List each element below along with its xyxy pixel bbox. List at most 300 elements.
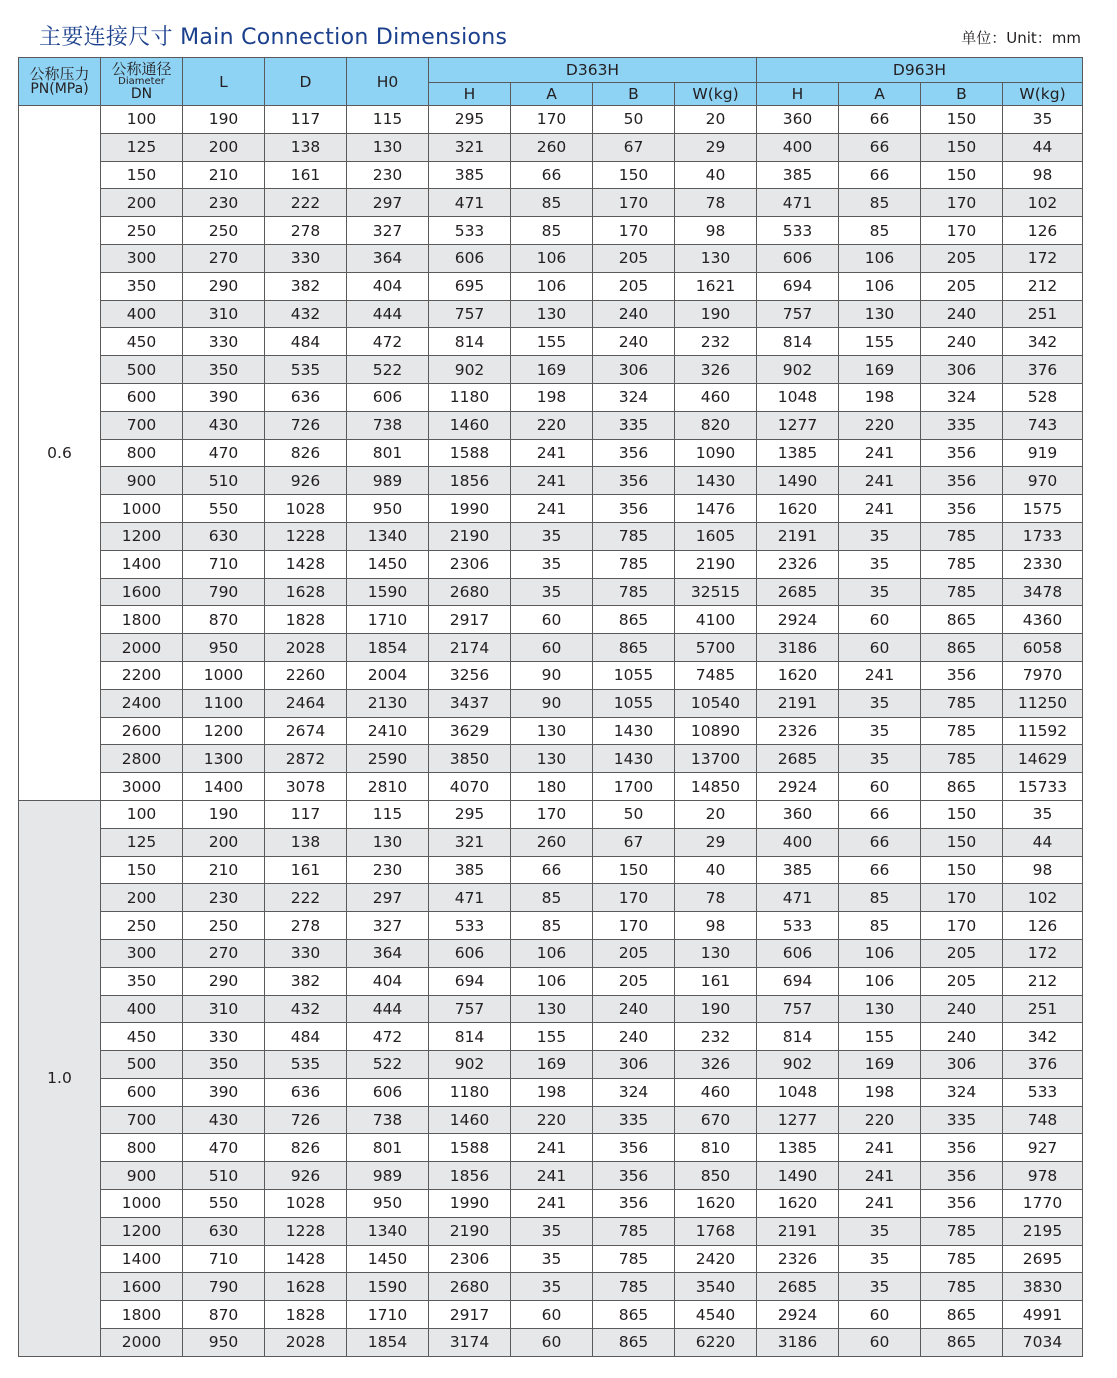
sub-header-h: H	[757, 83, 839, 106]
table-cell: 2330	[1003, 550, 1083, 578]
table-cell: 85	[511, 884, 593, 912]
table-cell: 66	[839, 828, 921, 856]
table-row	[19, 773, 1083, 801]
table-cell: 2600	[101, 717, 183, 745]
pn-header-zh: 公称压力	[29, 65, 90, 83]
table-cell: 2190	[675, 550, 757, 578]
table-row	[19, 1245, 1083, 1273]
table-cell: 865	[921, 1329, 1003, 1357]
table-cell: 785	[921, 522, 1003, 550]
table-cell: 324	[921, 383, 1003, 411]
table-row	[19, 550, 1083, 578]
table-cell: 241	[511, 1134, 593, 1162]
table-cell: 35	[1003, 106, 1083, 134]
table-cell: 484	[265, 328, 347, 356]
table-cell: 1228	[265, 522, 347, 550]
table-cell: 970	[1003, 467, 1083, 495]
table-cell: 1277	[757, 411, 839, 439]
table-cell: 60	[839, 634, 921, 662]
table-row	[19, 1217, 1083, 1245]
table-cell: 251	[1003, 995, 1083, 1023]
table-row	[19, 411, 1083, 439]
table-cell: 3830	[1003, 1273, 1083, 1301]
table-cell: 1277	[757, 1106, 839, 1134]
table-cell: 220	[839, 1106, 921, 1134]
table-cell: 550	[183, 1190, 265, 1218]
table-row	[19, 689, 1083, 717]
table-cell: 232	[675, 328, 757, 356]
table-cell: 327	[347, 217, 429, 245]
col-l-header: L	[183, 58, 265, 106]
table-cell: 250	[101, 217, 183, 245]
table-cell: 978	[1003, 1162, 1083, 1190]
table-cell: 900	[101, 467, 183, 495]
table-cell: 130	[839, 300, 921, 328]
table-row	[19, 217, 1083, 245]
table-cell: 198	[511, 383, 593, 411]
table-cell: 240	[593, 995, 675, 1023]
dn-header-en-small: Diameter	[118, 76, 165, 87]
table-cell: 350	[101, 272, 183, 300]
table-cell: 297	[347, 189, 429, 217]
table-cell: 1090	[675, 439, 757, 467]
table-cell: 2695	[1003, 1245, 1083, 1273]
table-cell: 535	[265, 1051, 347, 1079]
table-cell: 161	[265, 856, 347, 884]
table-cell: 7970	[1003, 661, 1083, 689]
table-cell: 865	[921, 634, 1003, 662]
table-cell: 35	[839, 1273, 921, 1301]
table-cell: 785	[921, 1273, 1003, 1301]
table-cell: 757	[757, 995, 839, 1023]
table-cell: 350	[183, 1051, 265, 1079]
table-cell: 2190	[429, 522, 511, 550]
table-cell: 785	[921, 578, 1003, 606]
table-cell: 60	[839, 1301, 921, 1329]
table-cell: 989	[347, 467, 429, 495]
table-cell: 450	[101, 1023, 183, 1051]
table-row	[19, 133, 1083, 161]
table-cell: 155	[511, 328, 593, 356]
table-cell: 130	[839, 995, 921, 1023]
table-cell: 1460	[429, 1106, 511, 1134]
table-cell: 85	[839, 884, 921, 912]
table-cell: 2191	[757, 1217, 839, 1245]
table-cell: 390	[183, 383, 265, 411]
table-cell: 4360	[1003, 606, 1083, 634]
table-cell: 170	[921, 189, 1003, 217]
table-cell: 2917	[429, 1301, 511, 1329]
table-cell: 1854	[347, 634, 429, 662]
table-cell: 382	[265, 272, 347, 300]
table-cell: 205	[593, 939, 675, 967]
table-row	[19, 244, 1083, 272]
table-cell: 98	[675, 912, 757, 940]
table-cell: 190	[675, 300, 757, 328]
table-row	[19, 634, 1083, 662]
table-cell: 78	[675, 884, 757, 912]
table-cell: 60	[511, 1329, 593, 1357]
table-cell: 356	[593, 495, 675, 523]
table-cell: 241	[511, 495, 593, 523]
table-cell: 785	[921, 689, 1003, 717]
table-cell: 2306	[429, 550, 511, 578]
table-cell: 700	[101, 1106, 183, 1134]
table-cell: 306	[593, 356, 675, 384]
table-cell: 310	[183, 300, 265, 328]
table-cell: 4540	[675, 1301, 757, 1329]
table-cell: 324	[593, 383, 675, 411]
table-cell: 902	[429, 356, 511, 384]
table-cell: 106	[511, 272, 593, 300]
table-cell: 35	[839, 522, 921, 550]
table-cell: 44	[1003, 133, 1083, 161]
table-cell: 106	[511, 244, 593, 272]
table-cell: 500	[101, 356, 183, 384]
table-cell: 241	[839, 1134, 921, 1162]
table-cell: 606	[757, 939, 839, 967]
table-cell: 205	[593, 272, 675, 300]
pn-cell: 1.0	[19, 800, 101, 1356]
table-cell: 240	[921, 995, 1003, 1023]
table-cell: 738	[347, 411, 429, 439]
table-cell: 117	[265, 800, 347, 828]
table-cell: 800	[101, 1134, 183, 1162]
table-cell: 198	[839, 1078, 921, 1106]
table-cell: 1048	[757, 383, 839, 411]
table-cell: 222	[265, 189, 347, 217]
table-row	[19, 467, 1083, 495]
table-cell: 212	[1003, 272, 1083, 300]
table-cell: 106	[511, 967, 593, 995]
table-cell: 814	[429, 328, 511, 356]
table-cell: 190	[675, 995, 757, 1023]
table-cell: 902	[429, 1051, 511, 1079]
table-cell: 240	[593, 300, 675, 328]
table-cell: 356	[921, 467, 1003, 495]
table-cell: 1300	[183, 745, 265, 773]
table-cell: 356	[921, 495, 1003, 523]
table-cell: 3540	[675, 1273, 757, 1301]
table-cell: 60	[839, 606, 921, 634]
table-cell: 324	[593, 1078, 675, 1106]
table-cell: 1733	[1003, 522, 1083, 550]
table-cell: 150	[921, 133, 1003, 161]
table-cell: 800	[101, 439, 183, 467]
table-cell: 1400	[101, 1245, 183, 1273]
table-cell: 2924	[757, 1301, 839, 1329]
table-cell: 85	[839, 189, 921, 217]
table-cell: 785	[593, 522, 675, 550]
table-cell: 1856	[429, 1162, 511, 1190]
table-cell: 865	[921, 606, 1003, 634]
table-cell: 14629	[1003, 745, 1083, 773]
table-cell: 600	[101, 383, 183, 411]
table-cell: 205	[593, 967, 675, 995]
table-cell: 230	[347, 856, 429, 884]
table-cell: 432	[265, 995, 347, 1023]
table-cell: 170	[921, 884, 1003, 912]
table-cell: 1710	[347, 606, 429, 634]
table-cell: 2680	[429, 1273, 511, 1301]
table-cell: 200	[101, 884, 183, 912]
table-cell: 2028	[265, 634, 347, 662]
table-cell: 1590	[347, 1273, 429, 1301]
table-cell: 400	[757, 133, 839, 161]
table-cell: 35	[839, 578, 921, 606]
table-cell: 1430	[593, 717, 675, 745]
table-cell: 205	[921, 967, 1003, 995]
table-cell: 3478	[1003, 578, 1083, 606]
table-cell: 200	[101, 189, 183, 217]
table-cell: 470	[183, 439, 265, 467]
table-cell: 106	[839, 967, 921, 995]
table-cell: 444	[347, 995, 429, 1023]
table-cell: 785	[593, 1245, 675, 1273]
table-cell: 169	[839, 1051, 921, 1079]
table-cell: 606	[429, 244, 511, 272]
table-cell: 1588	[429, 1134, 511, 1162]
table-cell: 150	[593, 856, 675, 884]
table-cell: 790	[183, 1273, 265, 1301]
table-cell: 785	[593, 1273, 675, 1301]
table-cell: 1428	[265, 1245, 347, 1273]
table-cell: 710	[183, 1245, 265, 1273]
table-cell: 98	[1003, 856, 1083, 884]
table-cell: 115	[347, 106, 429, 134]
table-cell: 32515	[675, 578, 757, 606]
table-cell: 29	[675, 828, 757, 856]
table-cell: 472	[347, 1023, 429, 1051]
table-cell: 6220	[675, 1329, 757, 1357]
table-cell: 138	[265, 828, 347, 856]
table-cell: 1620	[757, 1190, 839, 1218]
table-row	[19, 856, 1083, 884]
table-row	[19, 717, 1083, 745]
table-cell: 785	[921, 1245, 1003, 1273]
table-cell: 98	[1003, 161, 1083, 189]
table-cell: 356	[593, 1162, 675, 1190]
table-row	[19, 884, 1083, 912]
table-cell: 694	[429, 967, 511, 995]
table-cell: 533	[757, 217, 839, 245]
table-cell: 450	[101, 328, 183, 356]
table-cell: 1476	[675, 495, 757, 523]
table-cell: 471	[429, 884, 511, 912]
table-cell: 5700	[675, 634, 757, 662]
table-cell: 950	[347, 1190, 429, 1218]
table-cell: 50	[593, 106, 675, 134]
table-cell: 1048	[757, 1078, 839, 1106]
table-cell: 35	[839, 745, 921, 773]
table-cell: 2674	[265, 717, 347, 745]
table-cell: 130	[347, 133, 429, 161]
table-cell: 1768	[675, 1217, 757, 1245]
table-cell: 60	[511, 1301, 593, 1329]
table-cell: 810	[675, 1134, 757, 1162]
table-row	[19, 939, 1083, 967]
table-cell: 1340	[347, 522, 429, 550]
table-cell: 814	[429, 1023, 511, 1051]
table-cell: 2420	[675, 1245, 757, 1273]
table-row	[19, 800, 1083, 828]
table-cell: 241	[839, 439, 921, 467]
table-cell: 321	[429, 828, 511, 856]
table-cell: 927	[1003, 1134, 1083, 1162]
table-cell: 785	[921, 1217, 1003, 1245]
table-cell: 230	[183, 189, 265, 217]
table-cell: 2130	[347, 689, 429, 717]
table-cell: 533	[429, 912, 511, 940]
table-cell: 471	[429, 189, 511, 217]
dn-header-zh: 公称通径	[111, 60, 172, 78]
table-cell: 170	[593, 189, 675, 217]
table-cell: 60	[839, 1329, 921, 1357]
table-cell: 376	[1003, 356, 1083, 384]
table-cell: 364	[347, 939, 429, 967]
table-row	[19, 1329, 1083, 1357]
table-cell: 66	[839, 856, 921, 884]
table-cell: 376	[1003, 1051, 1083, 1079]
table-row	[19, 745, 1083, 773]
table-cell: 1430	[593, 745, 675, 773]
table-cell: 260	[511, 828, 593, 856]
table-cell: 60	[511, 634, 593, 662]
table-cell: 200	[183, 133, 265, 161]
col-pn-header	[19, 58, 101, 106]
table-cell: 66	[511, 161, 593, 189]
table-cell: 150	[101, 856, 183, 884]
sub-header-w: W(kg)	[675, 83, 757, 106]
table-cell: 3078	[265, 773, 347, 801]
table-cell: 102	[1003, 189, 1083, 217]
table-cell: 1828	[265, 606, 347, 634]
table-cell: 210	[183, 161, 265, 189]
table-cell: 700	[101, 411, 183, 439]
table-cell: 385	[757, 856, 839, 884]
table-cell: 35	[511, 550, 593, 578]
table-cell: 826	[265, 1134, 347, 1162]
table-cell: 67	[593, 133, 675, 161]
table-cell: 385	[757, 161, 839, 189]
table-cell: 1450	[347, 1245, 429, 1273]
table-cell: 785	[593, 578, 675, 606]
table-cell: 2410	[347, 717, 429, 745]
table-cell: 35	[839, 550, 921, 578]
table-cell: 35	[839, 717, 921, 745]
table-cell: 2872	[265, 745, 347, 773]
table-cell: 1000	[101, 1190, 183, 1218]
sub-header-a: A	[839, 83, 921, 106]
table-cell: 190	[183, 800, 265, 828]
table-cell: 106	[839, 244, 921, 272]
table-cell: 471	[757, 884, 839, 912]
table-cell: 1770	[1003, 1190, 1083, 1218]
table-cell: 170	[593, 884, 675, 912]
table-cell: 98	[675, 217, 757, 245]
table-cell: 85	[839, 912, 921, 940]
table-cell: 606	[757, 244, 839, 272]
table-cell: 1588	[429, 439, 511, 467]
table-cell: 170	[593, 912, 675, 940]
table-cell: 630	[183, 1217, 265, 1245]
table-cell: 270	[183, 244, 265, 272]
table-cell: 2000	[101, 1329, 183, 1357]
table-cell: 326	[675, 356, 757, 384]
table-cell: 510	[183, 467, 265, 495]
table-cell: 60	[511, 606, 593, 634]
table-cell: 636	[265, 383, 347, 411]
table-cell: 1605	[675, 522, 757, 550]
table-group-pn-1-0	[19, 800, 1083, 1356]
table-cell: 444	[347, 300, 429, 328]
table-cell: 240	[593, 1023, 675, 1051]
table-cell: 1620	[757, 661, 839, 689]
table-cell: 85	[511, 217, 593, 245]
table-cell: 230	[347, 161, 429, 189]
table-cell: 404	[347, 967, 429, 995]
table-cell: 300	[101, 939, 183, 967]
table-cell: 801	[347, 439, 429, 467]
table-cell: 297	[347, 884, 429, 912]
table-cell: 2326	[757, 717, 839, 745]
col-dn-header	[101, 58, 183, 106]
table-cell: 865	[593, 1329, 675, 1357]
table-cell: 130	[511, 745, 593, 773]
table-cell: 4100	[675, 606, 757, 634]
table-cell: 35	[511, 1273, 593, 1301]
table-cell: 35	[839, 1245, 921, 1273]
table-cell: 240	[921, 1023, 1003, 1051]
table-cell: 522	[347, 1051, 429, 1079]
table-cell: 170	[511, 800, 593, 828]
table-cell: 1200	[101, 522, 183, 550]
table-row	[19, 383, 1083, 411]
table-cell: 2191	[757, 522, 839, 550]
dn-header-en: DN	[130, 86, 153, 102]
table-cell: 85	[511, 912, 593, 940]
table-cell: 220	[511, 1106, 593, 1134]
table-cell: 757	[429, 995, 511, 1023]
table-cell: 1620	[675, 1190, 757, 1218]
table-cell: 2004	[347, 661, 429, 689]
table-cell: 1990	[429, 495, 511, 523]
table-cell: 155	[839, 1023, 921, 1051]
table-cell: 321	[429, 133, 511, 161]
table-cell: 29	[675, 133, 757, 161]
table-cell: 814	[757, 328, 839, 356]
table-cell: 1200	[101, 1217, 183, 1245]
table-cell: 66	[511, 856, 593, 884]
table-cell: 950	[183, 634, 265, 662]
table-cell: 3437	[429, 689, 511, 717]
table-cell: 382	[265, 967, 347, 995]
table-row	[19, 578, 1083, 606]
unit-label: 单位：Unit：mm	[961, 29, 1081, 47]
table-cell: 1450	[347, 550, 429, 578]
table-row	[19, 1162, 1083, 1190]
table-cell: 7034	[1003, 1329, 1083, 1357]
table-cell: 1055	[593, 661, 675, 689]
table-cell: 306	[593, 1051, 675, 1079]
table-cell: 726	[265, 411, 347, 439]
table-cell: 1400	[183, 773, 265, 801]
table-cell: 606	[429, 939, 511, 967]
table-cell: 484	[265, 1023, 347, 1051]
table-cell: 360	[757, 106, 839, 134]
table-cell: 2924	[757, 606, 839, 634]
table-row	[19, 1273, 1083, 1301]
